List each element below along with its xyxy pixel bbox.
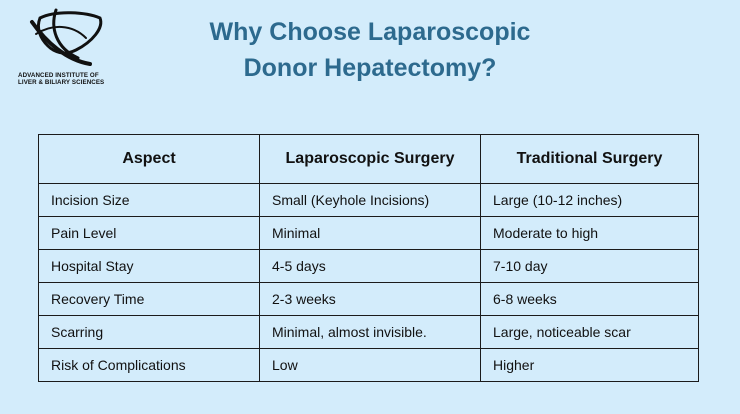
cell-traditional: Large (10-12 inches) xyxy=(481,184,699,217)
cell-traditional: Moderate to high xyxy=(481,217,699,250)
cell-laparoscopic: Minimal, almost invisible. xyxy=(260,316,481,349)
table-header-row xyxy=(39,135,699,184)
title-line2: Donor Hepatectomy? xyxy=(243,54,497,82)
page-title xyxy=(170,14,570,86)
logo-org-line2: LIVER & BILIARY SCIENCES xyxy=(18,79,105,86)
table-row xyxy=(39,316,699,349)
institute-logo xyxy=(18,8,118,92)
cell-laparoscopic: Small (Keyhole Incisions) xyxy=(260,184,481,217)
cell-laparoscopic: Low xyxy=(260,349,481,382)
cell-traditional: Large, noticeable scar xyxy=(481,316,699,349)
logo-org-name xyxy=(18,72,118,86)
header-aspect: Aspect xyxy=(39,135,260,184)
cell-aspect: Recovery Time xyxy=(39,283,260,316)
cell-aspect: Hospital Stay xyxy=(39,250,260,283)
cell-traditional: 6-8 weeks xyxy=(481,283,699,316)
table-row xyxy=(39,349,699,382)
cell-laparoscopic: Minimal xyxy=(260,217,481,250)
title-line1: Why Choose Laparoscopic xyxy=(209,18,531,46)
table-row xyxy=(39,250,699,283)
table-row xyxy=(39,217,699,250)
cell-traditional: 7-10 day xyxy=(481,250,699,283)
cell-aspect: Pain Level xyxy=(39,217,260,250)
table-row xyxy=(39,283,699,316)
cell-traditional: Higher xyxy=(481,349,699,382)
header-traditional: Traditional Surgery xyxy=(481,135,699,184)
comparison-table xyxy=(38,134,699,382)
liver-logo-icon xyxy=(26,8,106,72)
cell-aspect: Scarring xyxy=(39,316,260,349)
cell-laparoscopic: 2-3 weeks xyxy=(260,283,481,316)
table-row xyxy=(39,184,699,217)
cell-aspect: Incision Size xyxy=(39,184,260,217)
cell-laparoscopic: 4-5 days xyxy=(260,250,481,283)
logo-org-line1: ADVANCED INSTITUTE OF xyxy=(18,72,99,79)
header-laparoscopic: Laparoscopic Surgery xyxy=(260,135,481,184)
cell-aspect: Risk of Complications xyxy=(39,349,260,382)
